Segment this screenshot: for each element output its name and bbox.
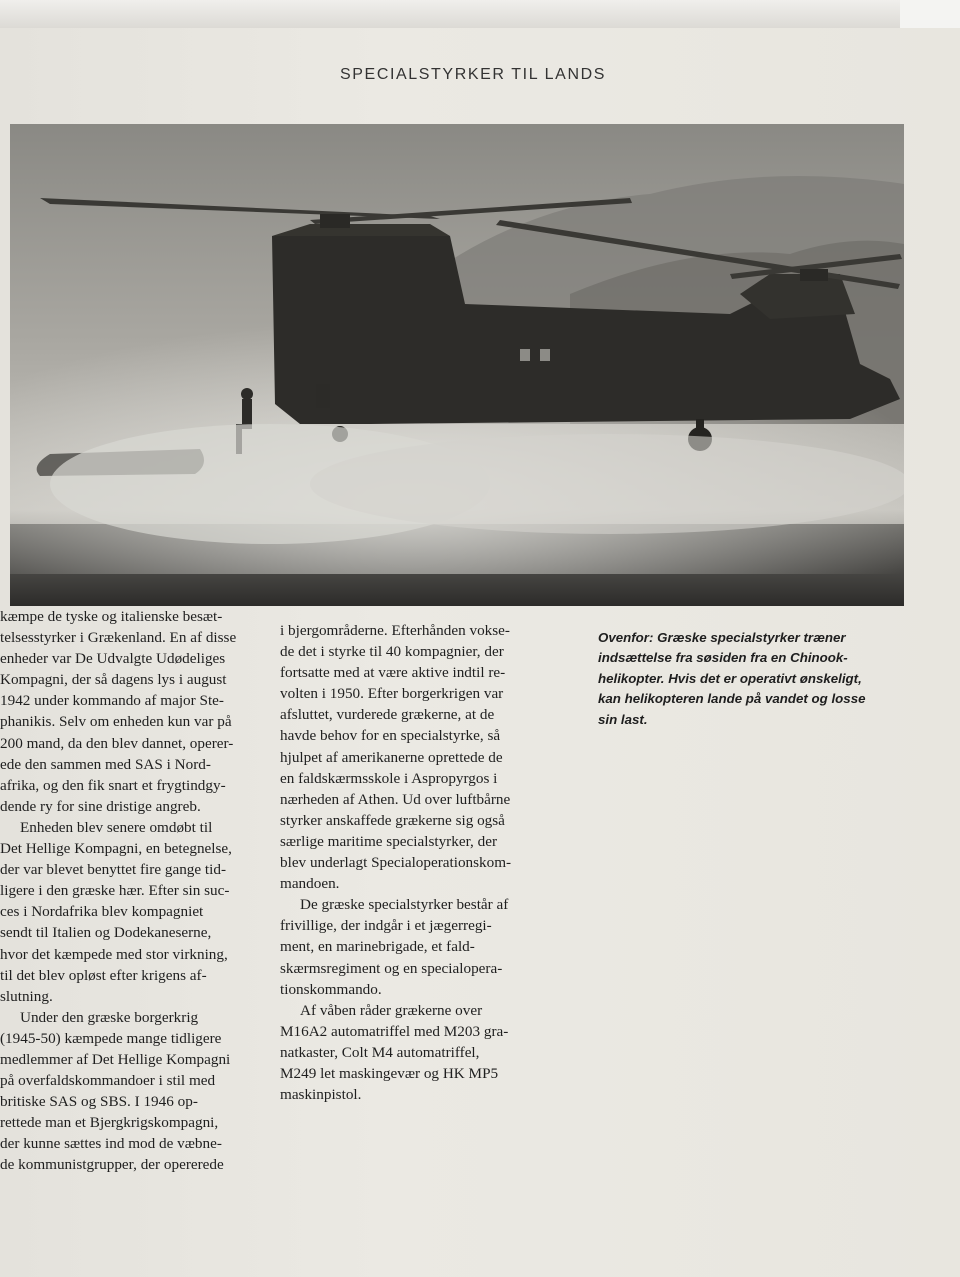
- middle-line: De græske specialstyrker består af: [300, 896, 509, 914]
- left-line: ligere i den græske hær. Efter sin suc-: [0, 882, 230, 900]
- left-line: slutning.: [0, 987, 53, 1005]
- left-line: enheder var De Udvalgte Udødeliges: [0, 650, 226, 668]
- left-line: dende ry for sine dristige angreb.: [0, 797, 201, 815]
- caption-line: Ovenfor: Græske specialstyrker træner: [598, 630, 846, 645]
- left-line: kæmpe de tyske og italienske besæt-: [0, 608, 223, 625]
- left-line: ede den sammen med SAS i Nord-: [0, 755, 211, 773]
- left-line: Det Hellige Kompagni, en betegnelse,: [0, 840, 232, 858]
- caption-line: indsættelse fra søsiden fra en Chinook-: [598, 650, 848, 666]
- left-line: medlemmer af Det Hellige Kompagni: [0, 1050, 231, 1068]
- caption-line: helikopter. Hvis det er operativt ønskeligt,: [598, 670, 862, 686]
- middle-line: en faldskærmsskole i Aspropyrgos i: [280, 769, 498, 787]
- left-line: til det blev opløst efter krigens af-: [0, 966, 207, 984]
- middle-line: tionskommando.: [280, 980, 382, 998]
- paper-corner: [900, 0, 960, 28]
- left-line: 200 mand, da den blev dannet, operer-: [0, 734, 234, 752]
- middle-line: ment, en marinebrigade, et fald-: [280, 938, 475, 956]
- left-line: hvor det kæmpede med stor virkning,: [0, 945, 228, 963]
- middle-line: mandoen.: [280, 875, 340, 893]
- left-line: telsesstyrker i Grækenland. En af disse: [0, 629, 237, 647]
- middle-column-text: [280, 620, 590, 1105]
- middle-line: frivillige, der indgår i et jægerregi-: [280, 917, 492, 935]
- left-line: sendt til Italien og Dodekaneserne,: [0, 924, 212, 942]
- middle-line: styrker anskaffede grækerne sig også: [280, 811, 505, 829]
- middle-line: nærheden af Athen. Ud over luftbårne: [280, 790, 511, 808]
- middle-line: afsluttet, vurderede grækerne, at de: [280, 706, 495, 724]
- left-line: britiske SAS og SBS. I 1946 op-: [0, 1093, 198, 1111]
- left-line: på overfaldskommandoer i stil med: [0, 1072, 216, 1090]
- middle-line: Af våben råder grækerne over: [300, 1001, 483, 1019]
- middle-line: natkaster, Colt M4 automatriffel,: [280, 1043, 480, 1061]
- helicopter-photo-image: [10, 124, 904, 606]
- left-line: 1942 under kommando af major Ste-: [0, 692, 224, 710]
- middle-line: i bjergområderne. Efterhånden vokse-: [280, 622, 510, 639]
- middle-line: havde behov for en specialstyrke, så: [280, 727, 501, 745]
- left-line: ces i Nordafrika blev kompagniet: [0, 903, 204, 921]
- middle-line: M16A2 automatriffel med M203 gra-: [280, 1022, 509, 1040]
- left-line: Kompagni, der så dagens lys i august: [0, 671, 227, 689]
- caption-line: kan helikopteren lande på vandet og losse: [598, 691, 866, 707]
- photo-caption: [598, 628, 898, 730]
- page-header: SPECIALSTYRKER TIL LANDS: [340, 66, 607, 83]
- left-column-text: [0, 606, 276, 1176]
- middle-line: hjulpet af amerikanerne oprettede de: [280, 748, 503, 766]
- left-line: de kommunistgrupper, der opererede: [0, 1156, 224, 1174]
- left-line: Under den græske borgerkrig: [20, 1008, 199, 1026]
- left-line: (1945-50) kæmpede mange tidligere: [0, 1029, 222, 1047]
- middle-line: M249 let maskingevær og HK MP5: [280, 1064, 499, 1082]
- left-line: phanikis. Selv om enheden kun var på: [0, 713, 232, 731]
- middle-line: særlige maritime specialstyrker, der: [280, 832, 498, 850]
- middle-line: fortsatte med at være aktive indtil re-: [280, 664, 506, 682]
- middle-line: volten i 1950. Efter borgerkrigen var: [280, 685, 504, 703]
- helicopter-photo: [10, 124, 904, 606]
- middle-line: skærmsregiment og en specialopera-: [280, 959, 503, 977]
- left-line: der kunne sættes ind mod de væbne-: [0, 1135, 222, 1153]
- middle-line: de det i styrke til 40 kompagnier, der: [280, 643, 504, 661]
- middle-line: blev underlagt Specialoperationskom-: [280, 854, 512, 872]
- book-page-top-edge: [0, 0, 960, 28]
- middle-line: maskinpistol.: [280, 1086, 362, 1104]
- left-line: der var blevet benyttet fire gange tid-: [0, 861, 227, 879]
- left-line: rettede man et Bjergkrigskompagni,: [0, 1114, 219, 1132]
- left-line: Enheden blev senere omdøbt til: [20, 818, 213, 836]
- caption-line: sin last.: [598, 711, 648, 727]
- left-line: afrika, og den fik snart et frygtindgy-: [0, 776, 226, 794]
